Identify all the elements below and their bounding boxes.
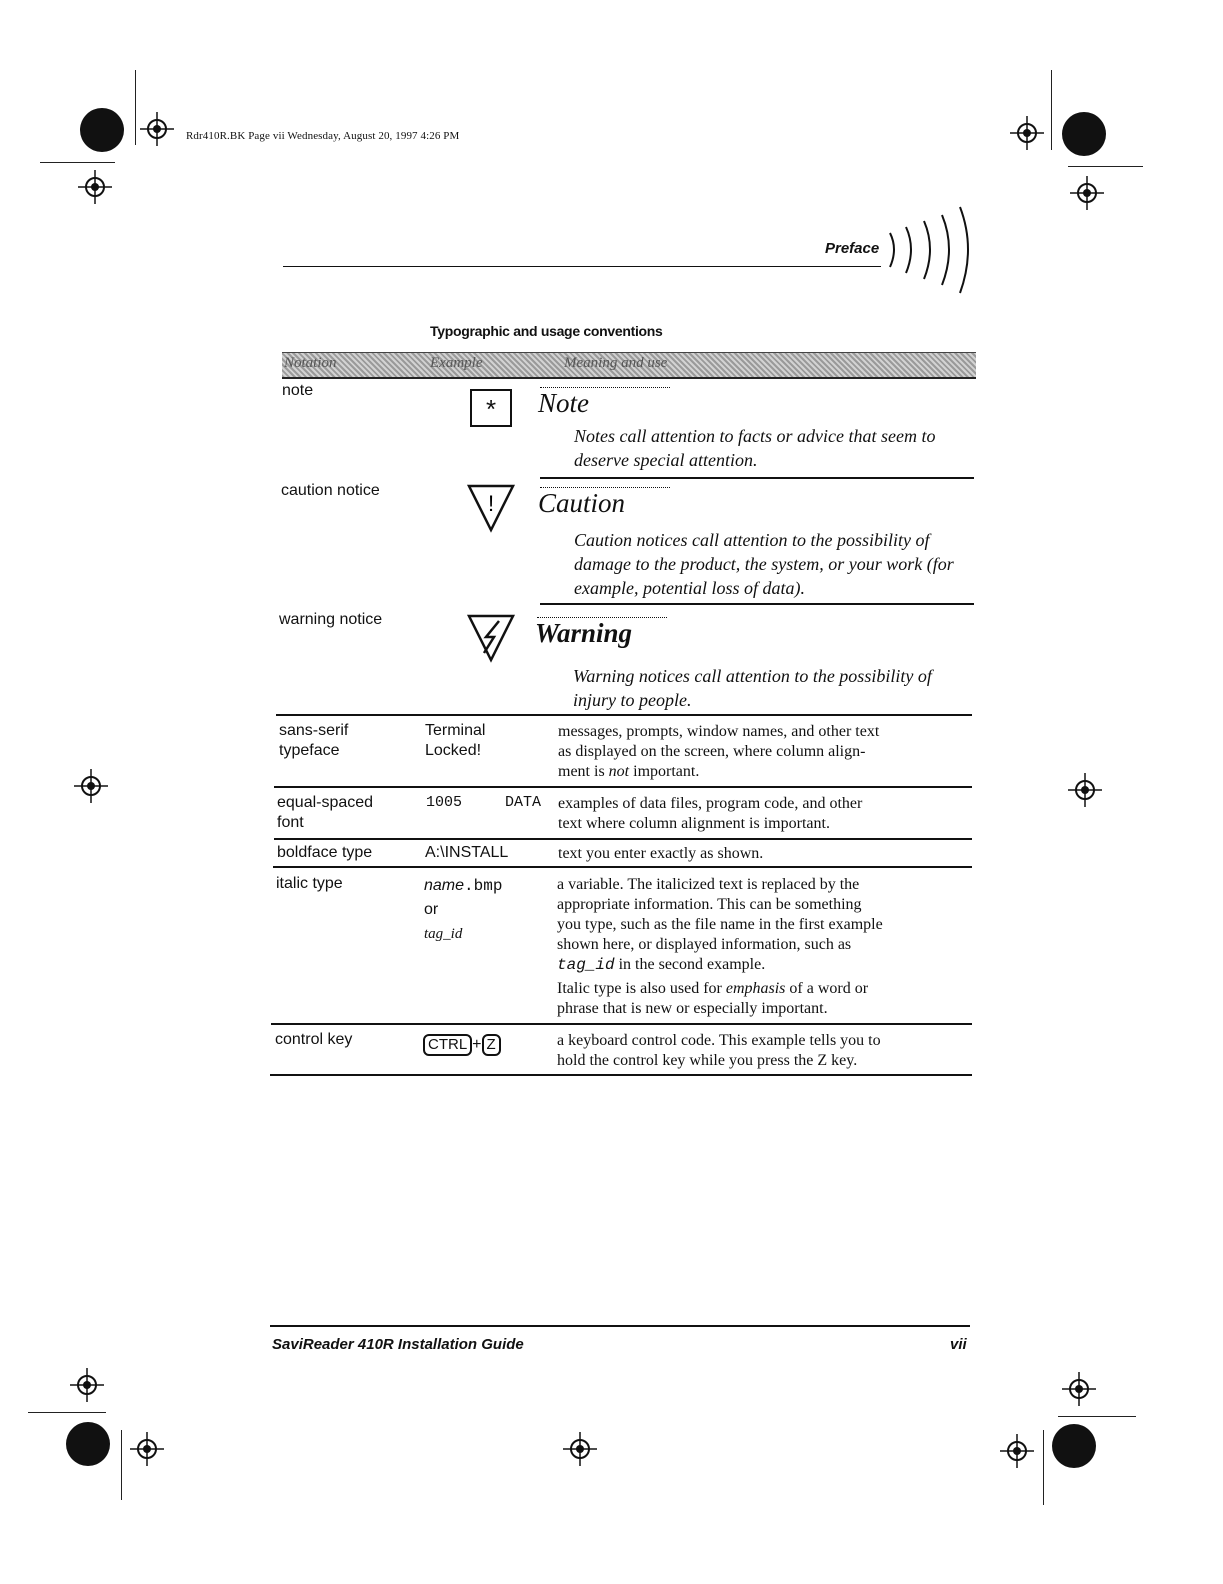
row-divider xyxy=(273,866,972,868)
asterisk-box-icon: * xyxy=(470,389,512,427)
note-text: Notes call attention to facts or advice that seem to deserve special attention. xyxy=(574,426,936,470)
warning-text: Warning notices call attention to the possibility of injury to people. xyxy=(573,666,932,710)
row-divider xyxy=(274,786,972,788)
text-run: in the second example. xyxy=(614,956,766,973)
text-run: Italic type is also used for xyxy=(557,980,726,997)
plus-sign: + xyxy=(472,1036,482,1053)
crosshair-icon xyxy=(140,112,174,146)
notation-warning: warning notice xyxy=(279,611,383,628)
meaning-line: text where column alignment is important. xyxy=(558,815,830,832)
registration-dot xyxy=(66,1422,110,1466)
meaning-line: shown here, or displayed information, such as xyxy=(557,936,852,953)
column-header-meaning: Meaning and use xyxy=(564,355,668,371)
caution-title: Caution xyxy=(538,488,626,518)
meaning-line: messages, prompts, window names, and other text xyxy=(558,723,880,740)
notation-note: note xyxy=(282,382,314,399)
registration-dot xyxy=(1062,112,1106,156)
meaning-line: a variable. The italicized text is replaced by the xyxy=(557,876,860,893)
example-sans-serif xyxy=(425,721,485,761)
meaning-line: hold the control key while you press the Z key. xyxy=(557,1052,858,1069)
meaning-line: appropriate information. This can be something xyxy=(557,896,862,913)
crosshair-icon xyxy=(1010,116,1044,150)
example-line: Terminal xyxy=(425,722,486,739)
variable-text: tag_id xyxy=(424,926,463,942)
ctrl-key-icon: CTRL xyxy=(423,1034,472,1056)
example-equal-spaced xyxy=(426,793,541,813)
notation-italic: italic type xyxy=(276,875,343,892)
crosshair-icon xyxy=(1068,773,1102,807)
crop-mark xyxy=(135,70,136,145)
table-header xyxy=(282,352,976,379)
page-number: vii xyxy=(950,1336,967,1353)
example-code: 1005 xyxy=(426,794,463,811)
emphasis-text: not xyxy=(608,763,630,780)
crosshair-icon xyxy=(78,170,112,204)
meaning-line: a keyboard control code. This example tells you to xyxy=(557,1032,881,1049)
header-rule xyxy=(283,266,881,267)
meaning-line: examples of data files, program code, and other xyxy=(558,795,863,812)
row-divider xyxy=(271,1023,972,1025)
notation-control-key: control key xyxy=(275,1031,353,1048)
crop-mark xyxy=(1058,1416,1136,1417)
emphasis-text: emphasis xyxy=(725,980,786,997)
notation-equal-spaced xyxy=(277,793,373,833)
row-divider xyxy=(274,838,972,840)
meaning-line xyxy=(557,979,883,999)
text-run: ment is xyxy=(558,763,609,780)
variable-text: name xyxy=(424,877,465,894)
crop-mark xyxy=(40,162,115,163)
crosshair-icon xyxy=(130,1432,164,1466)
example-code: DATA xyxy=(505,794,542,811)
example-line: Locked! xyxy=(425,742,482,759)
crosshair-icon xyxy=(1062,1372,1096,1406)
warning-title: Warning xyxy=(535,618,633,648)
notation-line: sans-serif xyxy=(279,722,349,739)
notation-line: equal-spaced xyxy=(277,794,374,811)
crop-mark xyxy=(1051,70,1052,150)
crosshair-icon xyxy=(563,1432,597,1466)
example-code: .bmp xyxy=(464,877,503,895)
registration-dot xyxy=(80,108,124,152)
exclamation-triangle-icon xyxy=(466,483,516,533)
crop-mark xyxy=(28,1412,106,1413)
notation-boldface: boldface type xyxy=(277,844,373,861)
example-italic xyxy=(424,874,502,946)
crop-mark xyxy=(1068,166,1143,167)
note-title: Note xyxy=(538,388,589,418)
example-control-key xyxy=(423,1034,501,1056)
crop-mark xyxy=(1043,1430,1044,1505)
meaning-line: phrase that is new or especially important. xyxy=(557,1000,828,1017)
table-title: Typographic and usage conventions xyxy=(430,323,663,339)
notation-sans-serif xyxy=(279,721,348,761)
notation-line: typeface xyxy=(279,742,340,759)
crosshair-icon xyxy=(1070,176,1104,210)
caution-text: Caution notices call attention to the possibility of damage to the product, the system, or your work (for example, potential loss of data). xyxy=(574,530,954,598)
crop-mark xyxy=(121,1430,122,1500)
row-divider xyxy=(276,714,972,716)
column-header-example: Example xyxy=(430,355,483,371)
z-key-icon: Z xyxy=(482,1034,501,1056)
crosshair-icon xyxy=(1000,1434,1034,1468)
text-run: important. xyxy=(629,763,700,780)
meaning-line: you type, such as the file name in the first example xyxy=(557,916,883,933)
meaning-line: as displayed on the screen, where column align- xyxy=(558,743,866,760)
example-line: or xyxy=(424,901,439,918)
meaning-boldface: text you enter exactly as shown. xyxy=(558,845,764,862)
crosshair-icon xyxy=(70,1368,104,1402)
row-divider xyxy=(540,603,974,605)
exclamation-glyph: ! xyxy=(487,491,495,516)
example-line xyxy=(424,874,502,898)
table-bottom-rule xyxy=(270,1074,972,1076)
crosshair-icon xyxy=(74,769,108,803)
registration-dot xyxy=(1052,1424,1096,1468)
row-divider xyxy=(540,477,974,479)
sound-waves-icon xyxy=(880,205,990,295)
running-head: Preface xyxy=(825,240,880,257)
meaning-control-key xyxy=(557,1031,881,1071)
column-header-notation: Notation xyxy=(284,355,337,371)
example-boldface: A:\INSTALL xyxy=(425,844,509,861)
meaning-line xyxy=(558,762,879,782)
lightning-triangle-icon xyxy=(466,613,516,663)
example-line xyxy=(424,922,502,946)
variable-code: tag_id xyxy=(557,956,615,974)
meaning-line xyxy=(557,955,883,975)
meaning-italic xyxy=(557,875,883,1019)
notation-caution: caution notice xyxy=(281,482,380,499)
notation-line: font xyxy=(277,814,304,831)
meaning-sans-serif xyxy=(558,722,879,782)
print-slug: Rdr410R.BK Page vii Wednesday, August 20, 1997 4:26 PM xyxy=(186,130,460,142)
footer-rule xyxy=(270,1325,970,1327)
footer-book-title: SaviReader 410R Installation Guide xyxy=(272,1336,524,1353)
text-run: of a word or xyxy=(785,980,869,997)
meaning-equal-spaced xyxy=(558,794,862,834)
